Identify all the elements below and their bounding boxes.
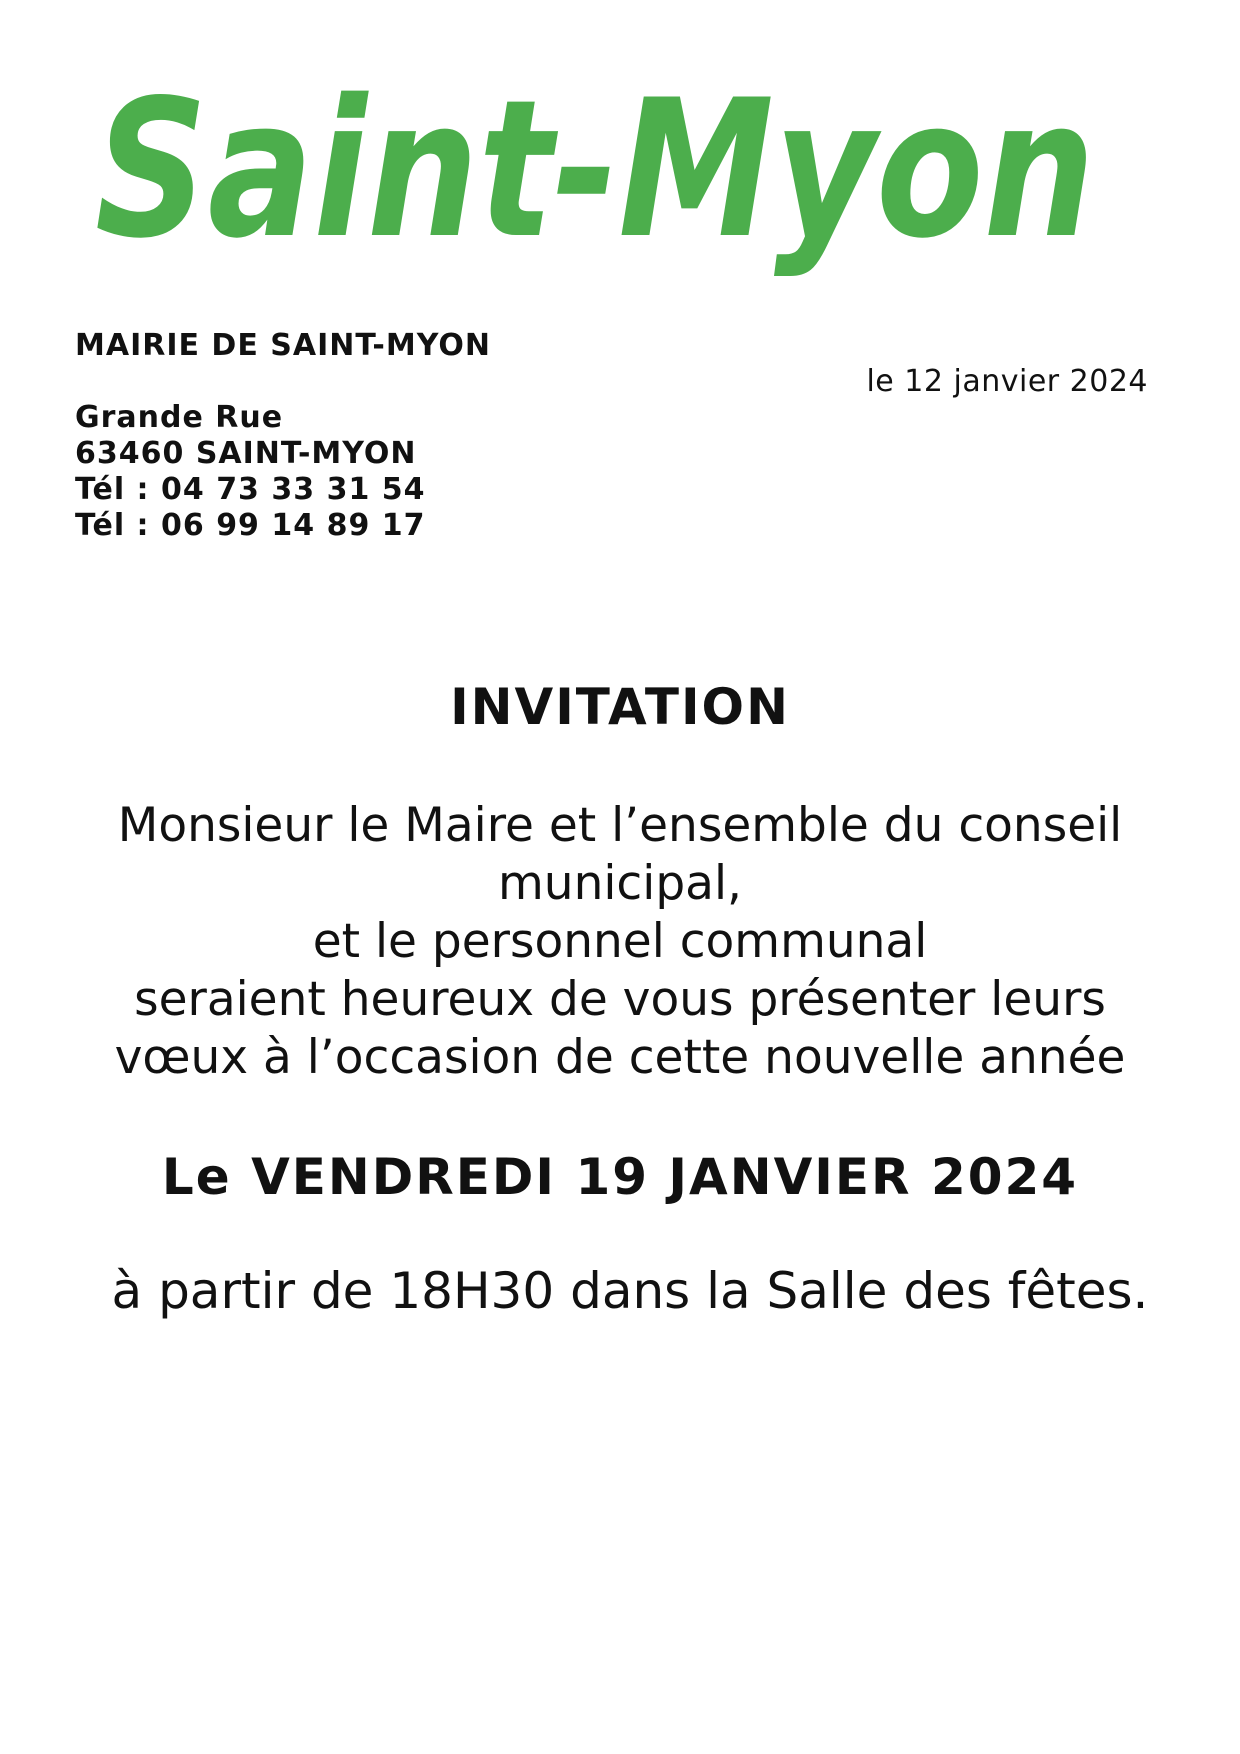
message-line: Monsieur le Maire et l’ensemble du conseil <box>117 798 1123 853</box>
phone-number-2: Tél : 06 99 14 89 17 <box>75 508 426 543</box>
invitation-title: INVITATION <box>450 678 790 736</box>
message-line: et le personnel communal <box>312 914 928 969</box>
event-time-place: à partir de 18H30 dans la Salle des fêtes. <box>111 1262 1149 1320</box>
letter-date: le 12 janvier 2024 <box>866 364 1148 399</box>
event-date: Le VENDREDI 19 JANVIER 2024 <box>161 1148 1079 1206</box>
message-line: seraient heureux de vous présenter leurs <box>134 972 1106 1027</box>
message-line: vœux à l’occasion de cette nouvelle année <box>114 1030 1126 1085</box>
message-line: municipal, <box>498 856 742 911</box>
address-city: 63460 SAINT-MYON <box>75 436 417 471</box>
saint-myon-logo <box>95 50 1105 310</box>
organization-name: MAIRIE DE SAINT-MYON <box>75 328 491 363</box>
logo-text: Saint-Myon <box>95 59 1095 280</box>
sender-address-block <box>75 328 491 544</box>
address-street: Grande Rue <box>75 400 284 435</box>
phone-number-1: Tél : 04 73 33 31 54 <box>75 472 426 507</box>
invitation-message <box>40 797 1200 1087</box>
